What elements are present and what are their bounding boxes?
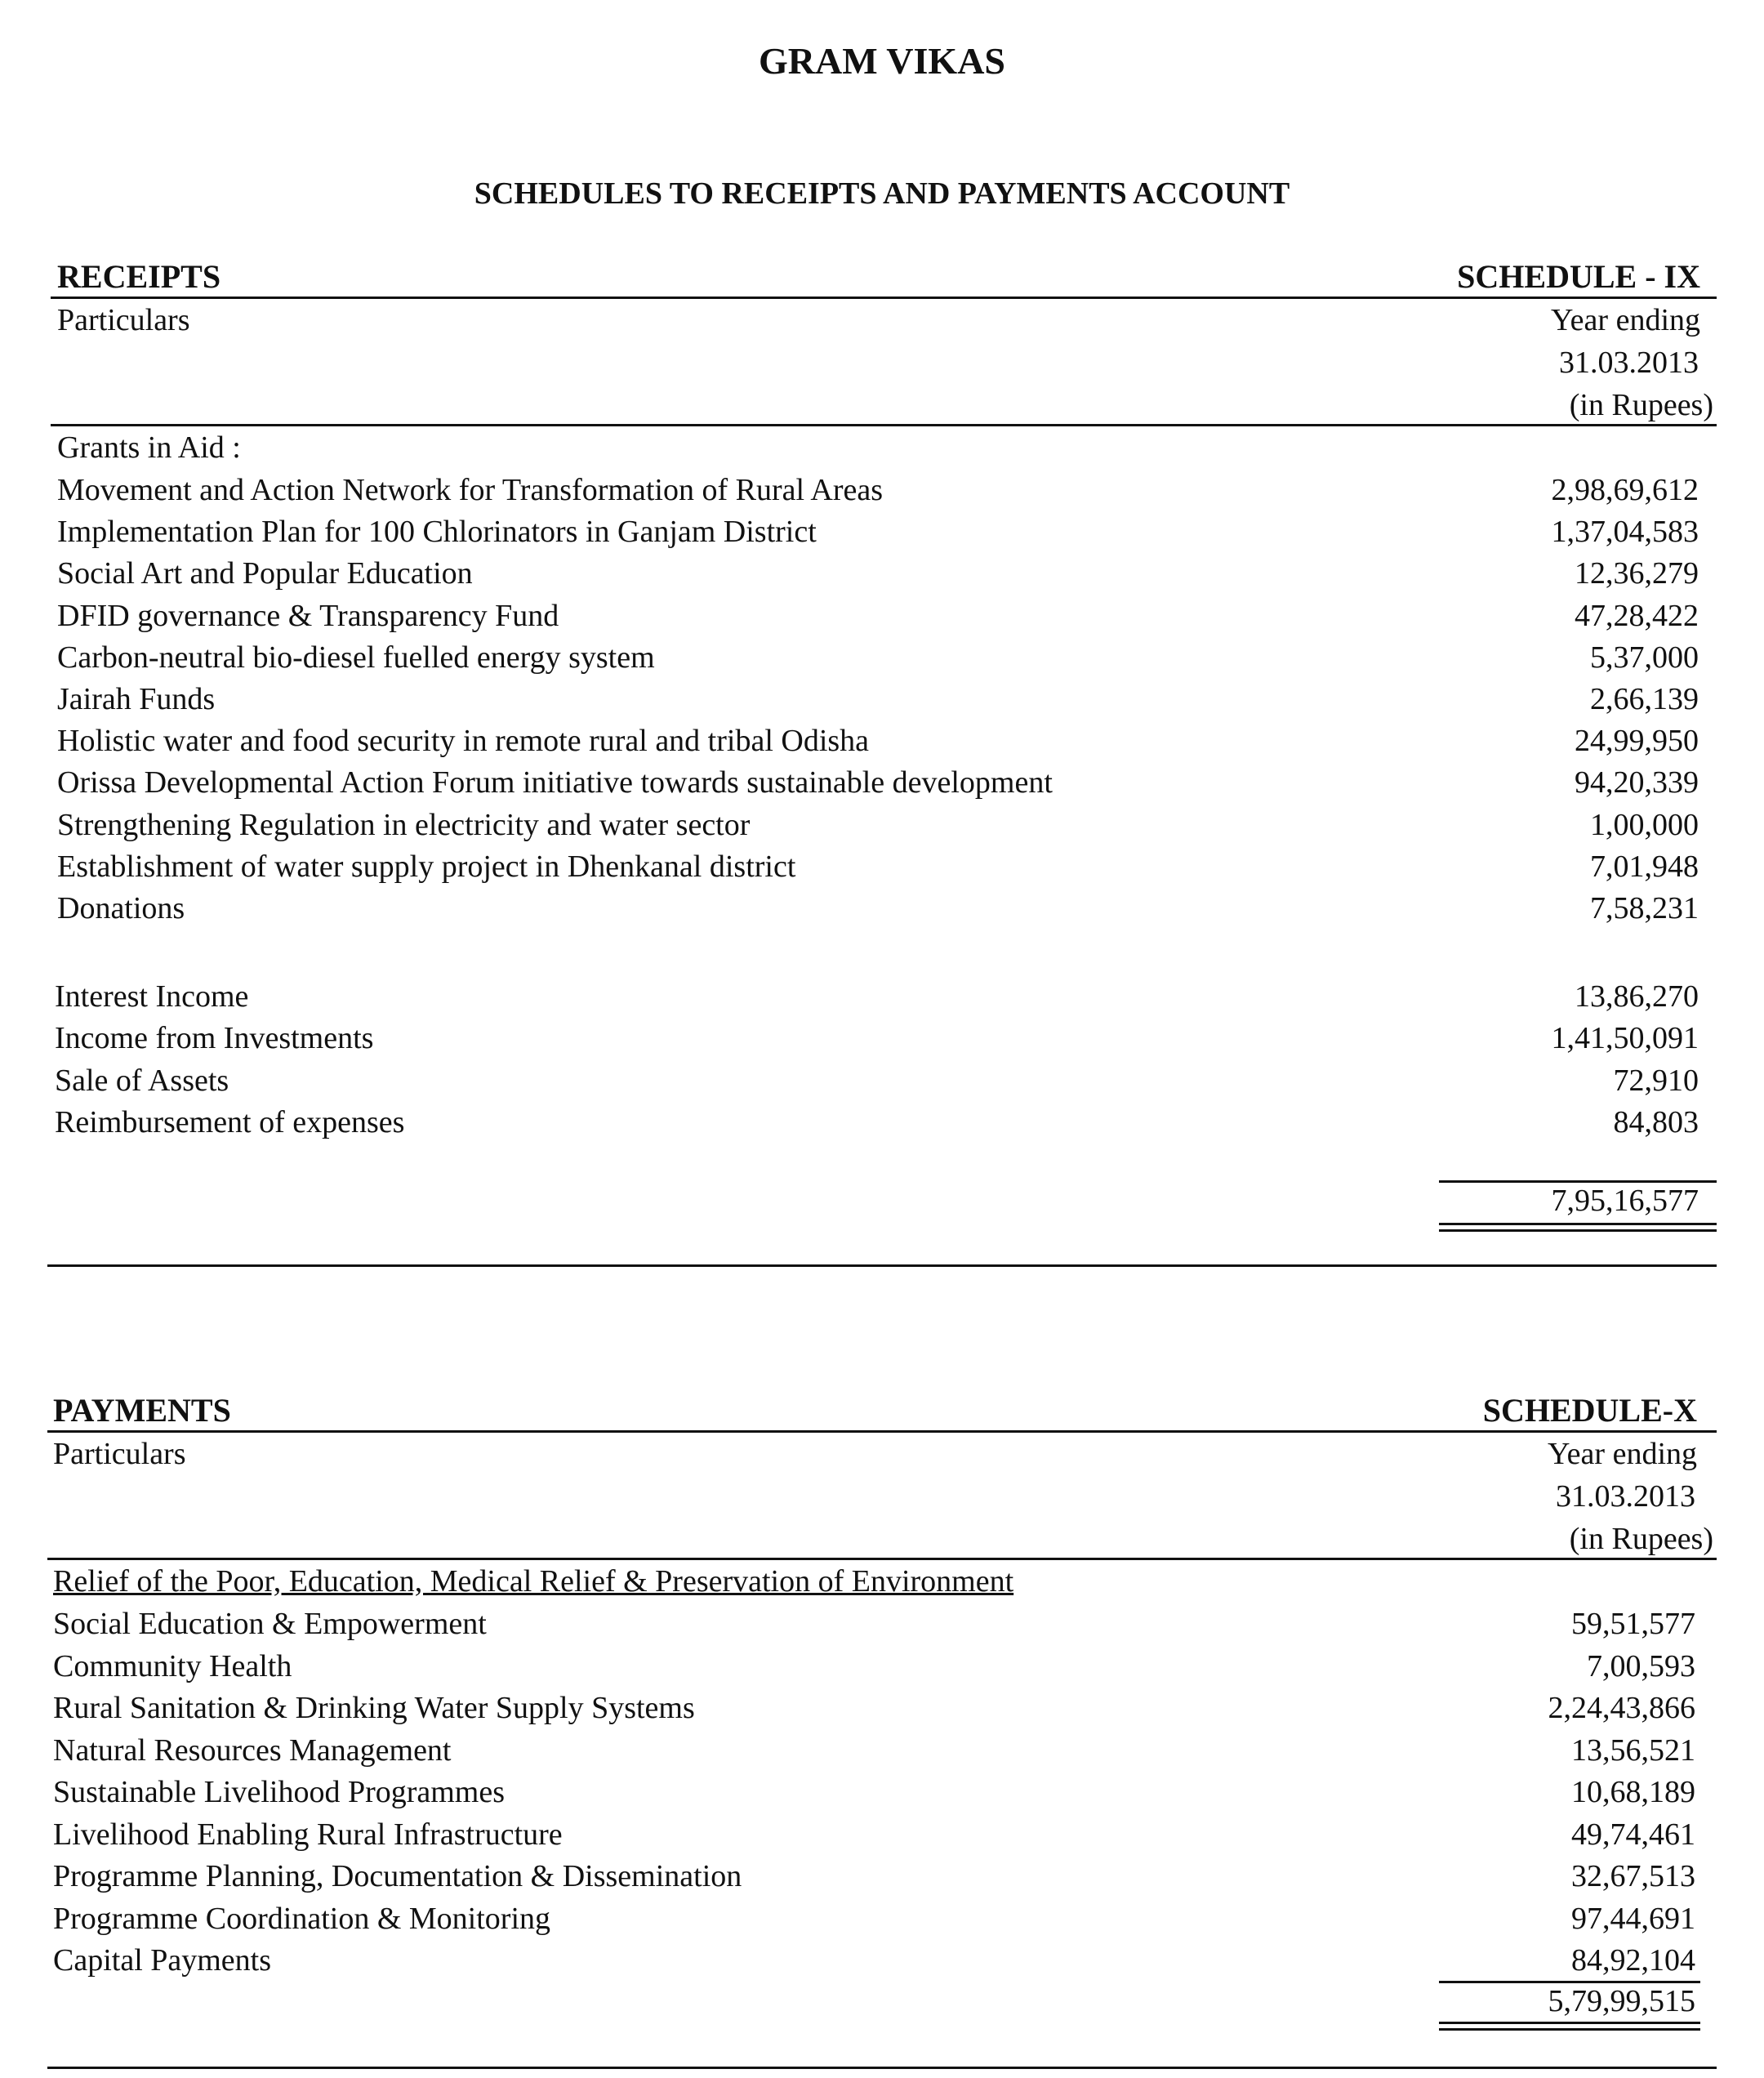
row-amount: 84,92,104 xyxy=(1571,1943,1695,1978)
payments-col-header-line2: 31.03.2013 xyxy=(1556,1479,1695,1514)
table-row xyxy=(53,1645,1695,1688)
row-label: Interest Income xyxy=(55,979,249,1014)
row-amount: 10,68,189 xyxy=(1571,1775,1695,1809)
payments-schedule-label: SCHEDULE-X xyxy=(1482,1392,1697,1429)
row-label: Social Art and Popular Education xyxy=(57,556,473,591)
table-row xyxy=(55,1017,1699,1059)
table-row xyxy=(57,720,1699,762)
table-row xyxy=(53,1687,1695,1729)
row-label: Sustainable Livelihood Programmes xyxy=(53,1775,506,1809)
payments-total: 5,79,99,515 xyxy=(1548,1984,1695,2018)
receipts-column-rule xyxy=(51,424,1717,426)
table-row xyxy=(53,1813,1695,1856)
table-row xyxy=(55,1059,1699,1102)
row-label: Capital Payments xyxy=(53,1943,272,1978)
row-label: DFID governance & Transparency Fund xyxy=(57,598,559,633)
row-label: Orissa Developmental Action Forum initiative towards sustainable development xyxy=(57,765,1053,800)
row-amount: 2,66,139 xyxy=(1590,682,1699,716)
table-row xyxy=(53,1771,1695,1813)
row-amount: 1,00,000 xyxy=(1590,807,1699,842)
row-label: Community Health xyxy=(53,1648,292,1683)
row-amount: 13,56,521 xyxy=(1571,1732,1695,1768)
payments-total-double-rule-1 xyxy=(1439,2022,1700,2024)
row-amount: 49,74,461 xyxy=(1571,1817,1695,1852)
payments-col-header-line3: (in Rupees) xyxy=(1569,1522,1713,1556)
receipts-total-double-rule-1 xyxy=(1439,1223,1717,1225)
table-row xyxy=(57,845,1699,888)
row-amount: 97,44,691 xyxy=(1571,1901,1695,1936)
row-amount: 2,98,69,612 xyxy=(1551,473,1699,507)
row-label: Reimbursement of expenses xyxy=(55,1104,405,1139)
row-label: Donations xyxy=(57,891,185,925)
table-row xyxy=(53,1729,1695,1772)
row-label: Holistic water and food security in remote rural and tribal Odisha xyxy=(57,724,870,759)
receipts-schedule-label: SCHEDULE - IX xyxy=(1457,258,1700,295)
row-amount: 7,58,231 xyxy=(1590,891,1699,925)
row-label: Strengthening Regulation in electricity and water sector xyxy=(57,807,751,842)
row-label: Rural Sanitation & Drinking Water Supply Systems xyxy=(53,1691,695,1725)
receipts-section-label: RECEIPTS xyxy=(57,258,221,295)
payments-header-rule xyxy=(47,1430,1717,1433)
receipts-end-rule xyxy=(47,1264,1717,1267)
row-amount: 7,00,593 xyxy=(1587,1648,1695,1683)
row-label: Carbon-neutral bio-diesel fuelled energy system xyxy=(57,640,655,675)
document-subtitle: SCHEDULES TO RECEIPTS AND PAYMENTS ACCOUNT xyxy=(474,176,1290,211)
row-amount: 47,28,422 xyxy=(1575,598,1699,633)
payments-col-header-line1: Year ending xyxy=(1548,1437,1697,1471)
row-amount: 84,803 xyxy=(1613,1104,1699,1139)
row-label: Implementation Plan for 100 Chlorinators in Ganjam District xyxy=(57,515,817,550)
row-amount: 2,24,43,866 xyxy=(1548,1691,1695,1725)
table-row xyxy=(55,975,1699,1018)
receipts-header-rule xyxy=(51,297,1717,299)
receipts-total: 7,95,16,577 xyxy=(1551,1184,1699,1218)
row-label: Sale of Assets xyxy=(55,1063,229,1098)
row-label: Programme Planning, Documentation & Dissemination xyxy=(53,1859,742,1893)
table-row xyxy=(53,1603,1695,1645)
receipts-col-header-line2: 31.03.2013 xyxy=(1559,346,1699,380)
row-amount: 72,910 xyxy=(1613,1063,1699,1098)
table-row xyxy=(57,887,1699,930)
row-amount: 5,37,000 xyxy=(1590,640,1699,675)
payments-group-heading: Relief of the Poor, Education, Medical Relief & Preservation of Environment xyxy=(53,1564,1014,1599)
receipts-col-header-line1: Year ending xyxy=(1551,303,1700,337)
receipts-total-double-rule-2 xyxy=(1439,1229,1717,1232)
receipts-group-heading: Grants in Aid : xyxy=(57,430,241,465)
table-row xyxy=(57,469,1699,511)
row-label: Social Education & Empowerment xyxy=(53,1607,487,1641)
table-row xyxy=(57,678,1699,720)
receipts-col-header-line3: (in Rupees) xyxy=(1569,388,1713,422)
payments-section-label: PAYMENTS xyxy=(53,1392,231,1429)
row-amount: 1,37,04,583 xyxy=(1551,515,1699,550)
table-row xyxy=(53,1855,1695,1897)
payments-particulars-label: Particulars xyxy=(53,1437,186,1471)
table-row xyxy=(57,636,1699,679)
row-label: Natural Resources Management xyxy=(53,1732,452,1768)
table-row xyxy=(57,804,1699,846)
document-title: GRAM VIKAS xyxy=(758,40,1005,82)
payments-total-double-rule-2 xyxy=(1439,2028,1700,2031)
table-row xyxy=(53,1939,1695,1982)
row-label: Programme Coordination & Monitoring xyxy=(53,1901,551,1936)
table-row xyxy=(55,1101,1699,1144)
table-row xyxy=(57,595,1699,637)
row-amount: 7,01,948 xyxy=(1590,849,1699,884)
row-amount: 32,67,513 xyxy=(1571,1859,1695,1893)
payments-end-rule xyxy=(47,2067,1717,2069)
row-amount: 1,41,50,091 xyxy=(1551,1021,1699,1056)
table-row xyxy=(57,552,1699,595)
row-label: Establishment of water supply project in Dhenkanal district xyxy=(57,849,796,884)
row-label: Jairah Funds xyxy=(57,682,216,716)
row-amount: 59,51,577 xyxy=(1571,1607,1695,1641)
row-amount: 12,36,279 xyxy=(1575,556,1699,591)
receipts-particulars-label: Particulars xyxy=(57,303,190,337)
table-row xyxy=(57,511,1699,553)
row-amount: 24,99,950 xyxy=(1575,724,1699,759)
row-amount: 94,20,339 xyxy=(1575,765,1699,800)
table-row xyxy=(57,761,1699,804)
row-label: Income from Investments xyxy=(55,1021,374,1056)
table-row xyxy=(53,1897,1695,1940)
row-amount: 13,86,270 xyxy=(1575,979,1699,1014)
row-label: Livelihood Enabling Rural Infrastructure xyxy=(53,1817,563,1852)
row-label: Movement and Action Network for Transformation of Rural Areas xyxy=(57,473,884,507)
